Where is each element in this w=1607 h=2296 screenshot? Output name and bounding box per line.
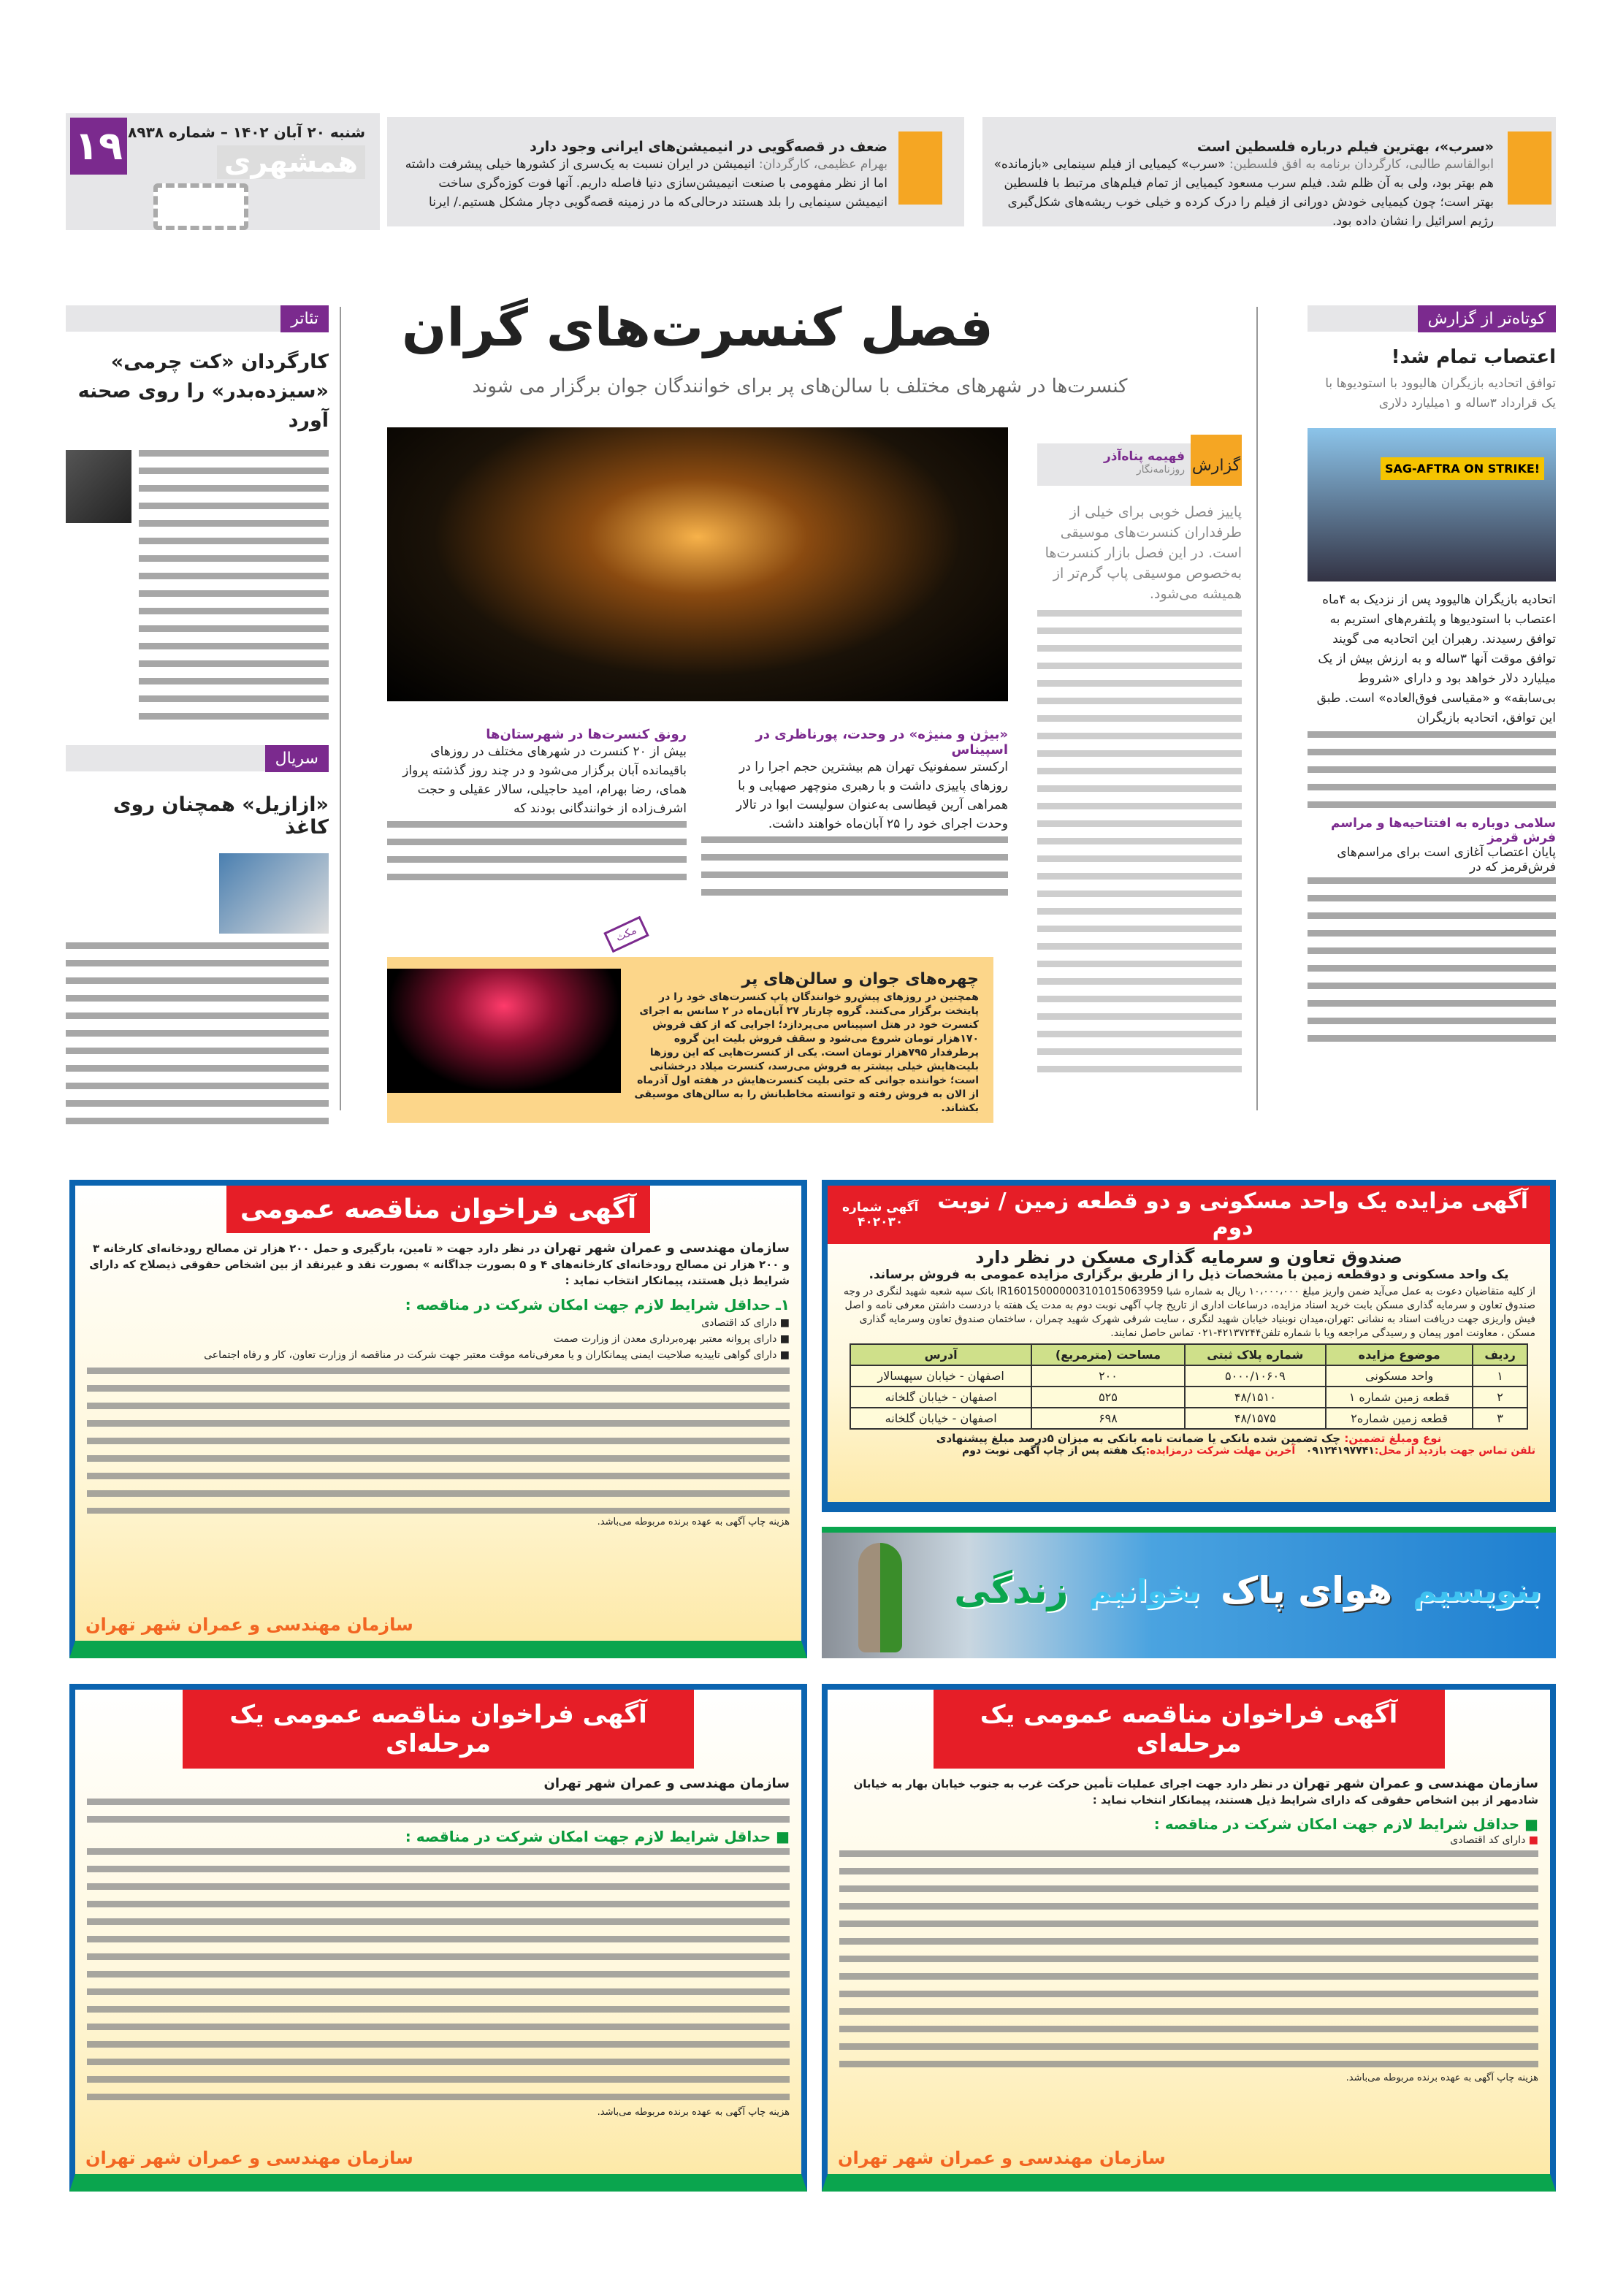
column-bijan [701,727,1008,907]
photo-talebi [1508,131,1551,205]
body-text [66,942,329,1125]
ad-intro: در نظر دارد جهت « تامین، بارگیری و حمل ۲۰۰ هزار تن مصالح رودخانه‌ای کارخانه ۳ و ۲۰۰ هزار تن مصالح رودخانه‌ای کارخانه‌های ۴ و ۵ بصورت جداگانه » بصورت نقد و غیرنقد از بین اشخاص حقوقی ذیصلاح که دارای شرایط ذیل هستند، پیمانکار انتخاب نماید : [89,1242,790,1287]
cond-title: ۱ـ حداقل شرایط لازم جهت امکان شرکت در مناقصه : [405,1296,790,1313]
ad-tender-2 [822,1684,1556,2192]
box-body: «سرب» کیمیایی از فیلم سینمایی «بازمانده» هم بهتر بود، ولی به آن ظلم شد. فیلم سرب مسعود کیمیایی از تمام فیلم‌های مرتبط با فلسطین بهتر است؛ چون کیمیایی خودش دورانی از فیلم را درک کرده و خیلی خوب ریشه‌های شکل‌گیری رژیم اسرائیل را نشان داده بود. [993,157,1494,229]
strike-sign: SAG-AFTRA ON STRIKE! [1381,457,1544,480]
top-box-lead [982,117,1556,229]
box-source: ابوالقاسم طالبی، کارگردان برنامه به افق فلسطین: [1229,157,1494,172]
ad-footer: هزینه چاپ آگهی به عهده برنده مربوطه می‌باشد. [1345,2072,1538,2083]
strike-body: اتحادیه بازیگران هالیوود پس از نزدیک به ۴ماه اعتصاب با استودیوها و پلتفرم‌های استریم به توافق رسیدند. رهبران این اتحادیه می گویند توافق موقت آنها ۳ساله و به ارزش بیش از یک میلیارد دلار خواهد بود و دارای «شروط بی‌سابقه» و «مقیاسی فوق‌العاده» است. طبق این توافق، اتحادیه بازیگران [1316,592,1556,725]
ad-number-label: آگهی شماره [842,1200,919,1215]
highlight-box [387,924,993,1123]
cond-title: ■ حداقل شرایط لازم جهت امکان شرکت در مناقصه : [1153,1815,1538,1833]
main-subheadline: کنسرت‌ها در شهرهای مختلف با سالن‌های پر برای خوانندگان جوان برگزار می شوند [472,375,1128,397]
section-tag: کوتاه‌تر از گزارش [1418,305,1556,332]
section-tag: تئاتر [280,305,329,332]
strike-photo [1308,428,1556,581]
strike-section [1308,305,1556,1053]
theater-section [66,305,329,724]
tree-head-icon [858,1543,902,1652]
page-number: ۱۹ [70,118,127,175]
ad-org: سازمان مهندسی و عمران شهر تهران [1292,1776,1538,1791]
ad-number: ۴۰۲۰۳۰ [858,1215,904,1229]
stamp-maks: مکث [603,916,649,953]
director-photo [66,450,131,523]
clean-air-banner [822,1527,1556,1658]
box-source: بهرام عظیمی، کارگردان: [758,157,888,172]
box-title: «سرب»، بهترین فیلم درباره فلسطین است [1196,139,1494,155]
ad-org: سازمان مهندسی و عمران شهر تهران [543,1776,790,1791]
ad-footer: هزینه چاپ آگهی به عهده برنده مربوطه می‌باشد. [597,1517,790,1528]
ad-signature: سازمان مهندسی و عمران شهر تهران [85,1614,413,1635]
condition-item: ■ دارای پروانه معتبر بهره‌برداری معدن از وزارت صمت [553,1333,790,1345]
serial-photo [219,853,329,934]
box-title: چهره‌های جوان و سالن‌های پر [741,970,979,988]
ad-tender-3 [69,1684,807,2192]
ad-org: سازمان مهندسی و عمران شهر تهران [543,1240,790,1256]
table-row: ۲ قطعه زمین شماره ۱ ۴۸/۱۵۱۰ ۵۲۵ اصفهان - خیابان گلخانه [850,1387,1527,1408]
concert-photo [387,427,1008,701]
serial-headline: «ازازیل» همچنان روی کاغذ [112,793,329,839]
photo-azimi [898,131,942,205]
theater-headline: کارگردان «کت چرمی» «سیزده‌بدر» را روی صحنه آورد [77,351,329,432]
ad-intro: یک واحد مسکونی و دوقطعه زمین با مشخصات ذیل را از طریق برگزاری مزایده عمومی به فروش برساند. [869,1267,1509,1282]
issue-date: شنبه ۲۰ آبان ۱۴۰۲ – شماره ۸۹۳۸ [128,123,365,141]
banner-word: زندگی [954,1569,1069,1612]
strike-subbody: پایان اعتصاب آغازی است برای مراسم‌های فرش‌قرمز که در [1337,845,1556,874]
ad-title: آگهی فراخوان مناقصه عمومی [226,1186,650,1233]
strike-subhead: سلامی دوباره به افتتاحیه‌ها و مراسم فرش قرمز [1331,816,1556,845]
ad-signature: سازمان مهندسی و عمران شهر تهران [838,2148,1166,2168]
author-role: روزنامه‌نگار [1136,464,1185,476]
film-strip-icon [153,183,248,230]
ad-title: آگهی مزایده یک واحد مسکونی و دو قطعه زمین / نوبت دوم [937,1189,1529,1240]
report-tag: گزارش [1191,435,1242,486]
serial-section [66,745,329,1125]
ad-body: از کلیه متقاضیان دعوت به عمل می‌آید ضمن واریز مبلغ ۱۰،۰۰۰،۰۰۰ ریال به شماره شبا IR160150000003101015063959 بانک سپه شعبه شهید لنگری در وجه صندوق تعاون و سرمایه گذاری مسکن بابت خرید اسناد مزایده، درساعات اداری از تاریخ چاپ آگهی نوبت دوم به مدت یک هفته با دردست داشتن معرفی نامه و اصل فیش واریزی جهت دریافت اسناد به نشانی :تهران،میدان نوبنیاد خیابان شهید لنگری ، سایت شرقی شهرک شهید چمران ، ساختمان صندوق تعاون وسرمایه گذاری مسکن ، معاونت امور پیمان و رسیدگی مراجعه ویا با شماره تلفن۴۲۱۳۷۲۴۴-۰۲۱ تماس حاصل نمایند. [843,1286,1535,1339]
banner-word: بخوانیم [1088,1572,1201,1609]
ad-title: آگهی فراخوان مناقصه عمومی یک مرحله‌ای [934,1690,1445,1769]
strike-subheadline: توافق اتحادیه بازیگران هالیوود با استودیوها با یک قرارداد ۳ساله و ۱میلیارد دلاری [1325,376,1556,411]
auction-table: ردیف موضوع مزایده شماره پلاک ثبتی مساحت (مترمربع) آدرس ۱ واحد مسکونی ۵۰۰۰/۱۰۶۰۹ ۲۰۰ اصفهان - خیابان سپهسالار ۲ قطعه زمین شماره ۱ ۴۸/۱۵۱۰ ۵۲۵ اصفهان - خیابان گلخانه ۳ قطعه زمین شماره۲ ۴۸/۱۵۷۵ ۶۹۸ اصفهان - خیابان گلخانه [850,1343,1528,1430]
table-row: ۳ قطعه زمین شماره۲ ۴۸/۱۵۷۵ ۶۹۸ اصفهان - خیابان گلخانه [850,1408,1527,1429]
ad-signature: سازمان مهندسی و عمران شهر تهران [85,2148,413,2168]
column-title: رونق کنسرت‌ها در شهرستان‌ها [486,727,687,742]
ad-tender-1 [69,1180,807,1658]
section-tag: سریال [265,745,329,772]
condition-item: ■ دارای کد اقتصادی [701,1317,790,1329]
main-headline: فصل کنسرت‌های گران [402,297,993,358]
box-body: همچنین در روزهای پیش‌رو خوانندگان پاپ کنسرت‌های خود را در پایتخت برگزار می‌کنند. گروه چارتار ۲۷ آبان‌ماه در ۲ سانس به اجرای کنسرت خود در هتل اسپیناس می‌پردازد؛ اجرایی که از کف فروش ۱۷۰هزار تومان شروع می‌شود و سقف فروش بلیت این گروه پرطرفدار ۷۹۵هزار تومان است. یکی از کنسرت‌هایی که این روزها بلیت‌هایش خیلی بیشتر به فروش می‌رسد، کنسرت میلاد درخشانی است؛ خواننده جوانی که حتی بلیت کنسرت‌هایش در هفته اول آذرماه از الان به فروش رفته و توانسته مخاطبانش را به سالن‌های موسیقی بکشاند. [634,991,979,1114]
cond-title: ■ حداقل شرایط لازم جهت امکان شرکت در مناقصه : [405,1828,790,1845]
phone-label: تلفن تماس جهت بازدید از محل: [1374,1445,1535,1457]
guarantee: چک تضمین شده بانکی یا ضمانت نامه بانکی به میزان ۵درصد مبلغ پیشنهادی [936,1432,1341,1445]
deadline-label: آخرین مهلت شرکت درمزایده: [1145,1445,1296,1457]
top-box-animation [387,117,964,226]
deadline: یک هفته پس از چاپ آگهی نوبت دوم [961,1445,1146,1457]
ad-org: صندوق تعاون و سرمایه گذاری مسکن در نظر دارد [975,1247,1402,1267]
ad-auction [822,1180,1556,1512]
banner-word: بنویسیم [1413,1571,1541,1609]
column-body: بیش از ۲۰ کنسرت در شهرهای مختلف در روزهای باقیمانده آبان برگزار می‌شود و در چند روز گذشته پرواز همای، رضا بهرام، امید حاجیلی، سالار عقیلی و حجت اشرف‌زاده از خوانندگانی بودند که [402,744,687,816]
box-photo [387,969,621,1093]
report-byline [1037,435,1242,1078]
guarantee-label: نوع ومبلغ تضمین: [1344,1432,1442,1445]
ad-title: آگهی فراخوان مناقصه عمومی یک مرحله‌ای [183,1690,694,1769]
author-name: فهیمه پناه‌آذر [1104,449,1185,464]
body-text [139,450,329,724]
condition-item: ■ دارای کد اقتصادی [1450,1834,1538,1846]
ad-footer: هزینه چاپ آگهی به عهده برنده مربوطه می‌باشد. [597,2107,790,2118]
logo: همشهری [217,145,365,179]
body-text [1037,610,1242,1078]
phone: ۰۹۱۲۴۱۹۷۷۴۱ [1305,1445,1375,1457]
banner-word: هوای پاک [1221,1569,1393,1612]
condition-item: ■ دارای گواهی تاییدیه صلاحیت ایمنی پیمانکاران و یا معرفی‌نامه موقت معتبر جهت شرکت در مناقصه از وزارت تعاون، کار و رفاه اجتماعی [204,1349,790,1361]
column-title: «بیژن و منیژه» در وحدت، پورناظری در اسپیناس [755,727,1008,758]
strike-headline: اعتصاب تمام شد! [1391,346,1556,368]
column-body: ارکستر سمفونیک تهران هم بیشترین حجم اجرا را در روزهای پاییزی داشت و با رهبری منوچهر صهبایی و با همراهی آرین قیطاسی به‌عنوان سولیست ابوا در تالار وحدت اجرای خود را ۲۵ آبان‌ماه خواهند داشت. [736,760,1008,831]
report-lead: پاییز فصل خوبی برای خیلی از طرفداران کنسرت‌های موسیقی است. در این فصل بازار کنسرت‌ها به‌خصوص موسیقی پاپ گرم‌تر از همیشه می‌شود. [1045,504,1242,602]
box-title: ضعف در قصه‌گویی در انیمیشن‌های ایرانی وجود دارد [530,139,888,155]
box-body: انیمیشن در ایران نسبت به یک‌سری از کشورها خیلی پیشرفت داشته اما از نظر مفهومی با صنعت انیمیشن‌سازی دنیا فاصله داریم. آنها فوت کوزه‌گری ساخت انیمیشن سینمایی را بلد هستند درحالی‌که ما در زمینه قصه‌گویی دچار مشکل هستیم./ ایرنا [405,157,888,210]
table-row: ۱ واحد مسکونی ۵۰۰۰/۱۰۶۰۹ ۲۰۰ اصفهان - خیابان سپهسالار [850,1365,1527,1387]
masthead [66,113,380,230]
ad-intro: در نظر دارد جهت اجرای عملیات تأمین حرکت غرب به جنوب خیابان بهار به خیابان شادمهر از بین اشخاص حقوقی که دارای شرایط ذیل هستند، پیمانکار انتخاب نماید : [853,1777,1538,1807]
column-provinces [387,727,687,891]
